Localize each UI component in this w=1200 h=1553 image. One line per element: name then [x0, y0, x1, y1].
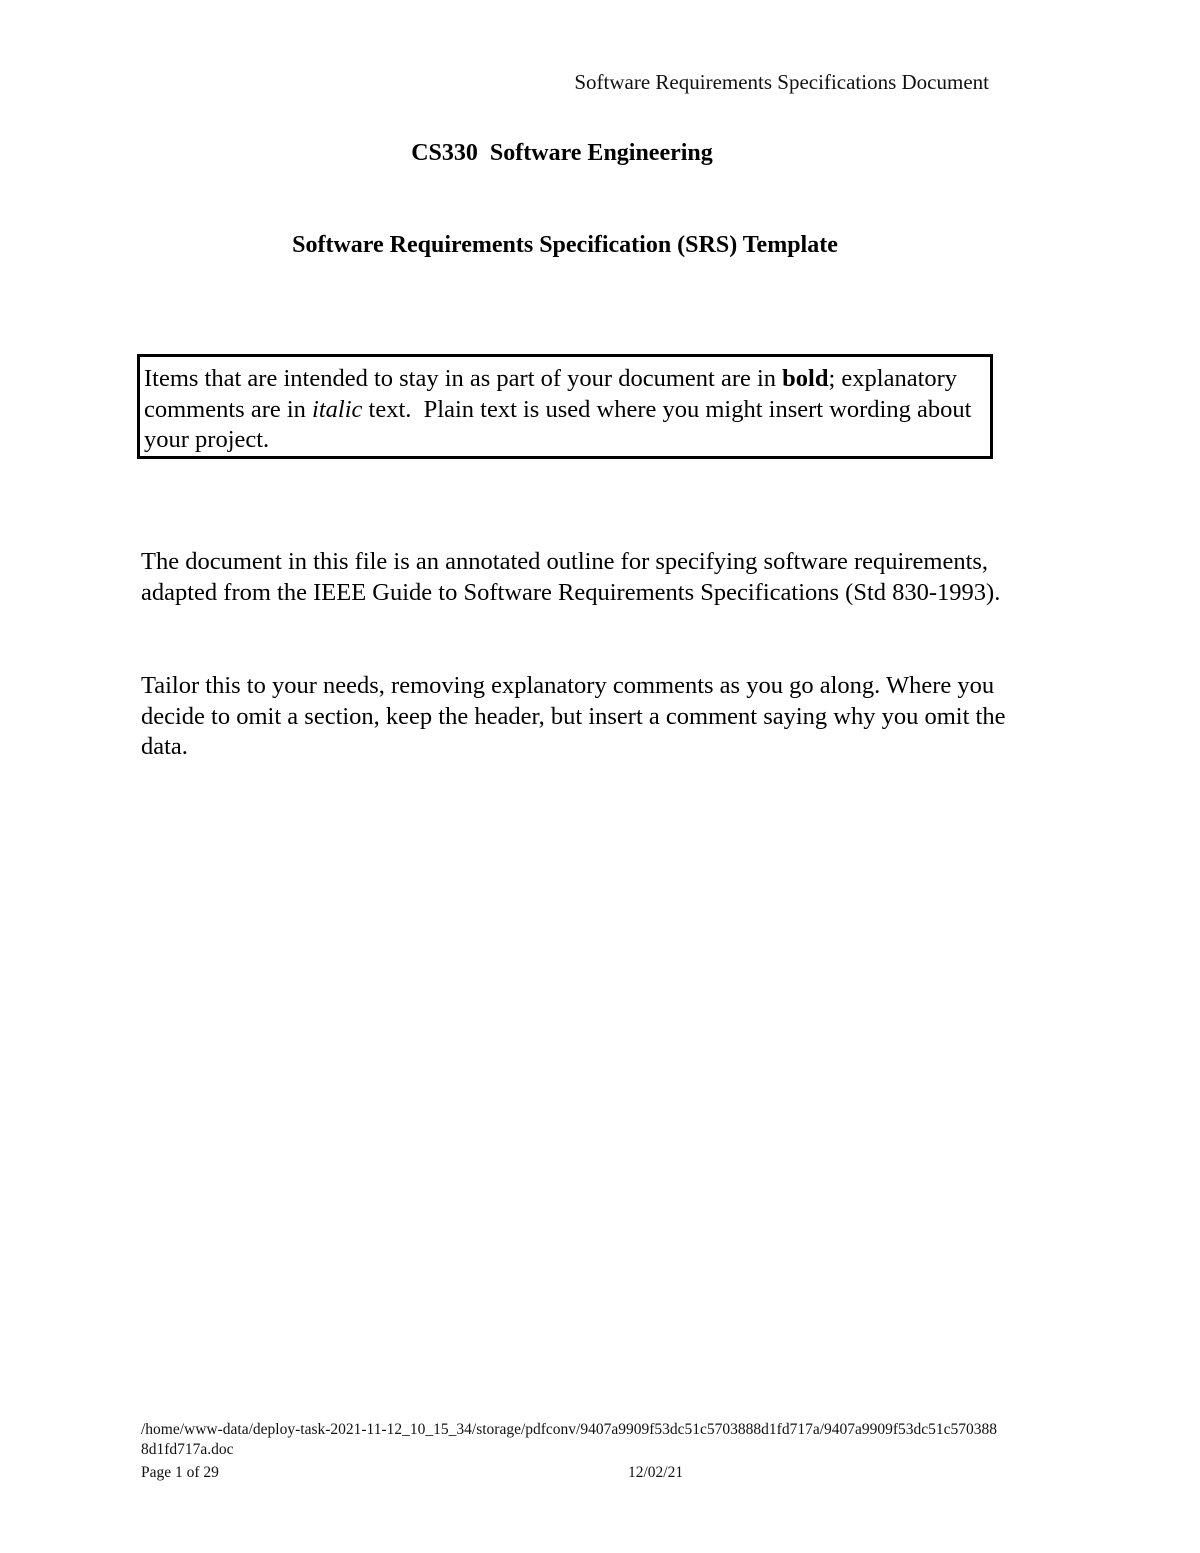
tailoring-paragraph: Tailor this to your needs, removing explanatory comments as you go along. Where you decide to omit a section, keep the header, but insert a comment saying why you omit the data. — [141, 672, 1006, 760]
formatting-legend-box — [137, 354, 993, 459]
legend-text-1: Items that are intended to stay in as part of your document are in — [144, 365, 783, 392]
footer-file-path: /home/www-data/deploy-task-2021-11-12_10_15_34/storage/pdfconv/9407a9909f53dc51c5703888d1fd717a/9407a9909f53dc51c5703888d1fd717a.doc — [141, 1421, 998, 1458]
legend-bold-word: bold — [782, 365, 829, 392]
course-title: CS330 Software Engineering — [411, 140, 713, 166]
legend-text-2: ; explanatory comments are in — [144, 365, 958, 423]
running-header: Software Requirements Specifications Document — [574, 70, 989, 94]
legend-text-3: text. Plain text is used where you might insert wording about your project. — [144, 395, 978, 453]
footer-page-number: Page 1 of 29 — [141, 1464, 219, 1481]
legend-italic-word: italic — [312, 395, 363, 423]
intro-paragraph: The document in this file is an annotated outline for specifying software requirements, adapted from the IEEE Guide to Software Requirements Specifications (Std 830-1993). — [141, 548, 1001, 606]
footer-date: 12/02/21 — [628, 1464, 684, 1481]
document-title: Software Requirements Specification (SRS) Template — [292, 232, 838, 258]
